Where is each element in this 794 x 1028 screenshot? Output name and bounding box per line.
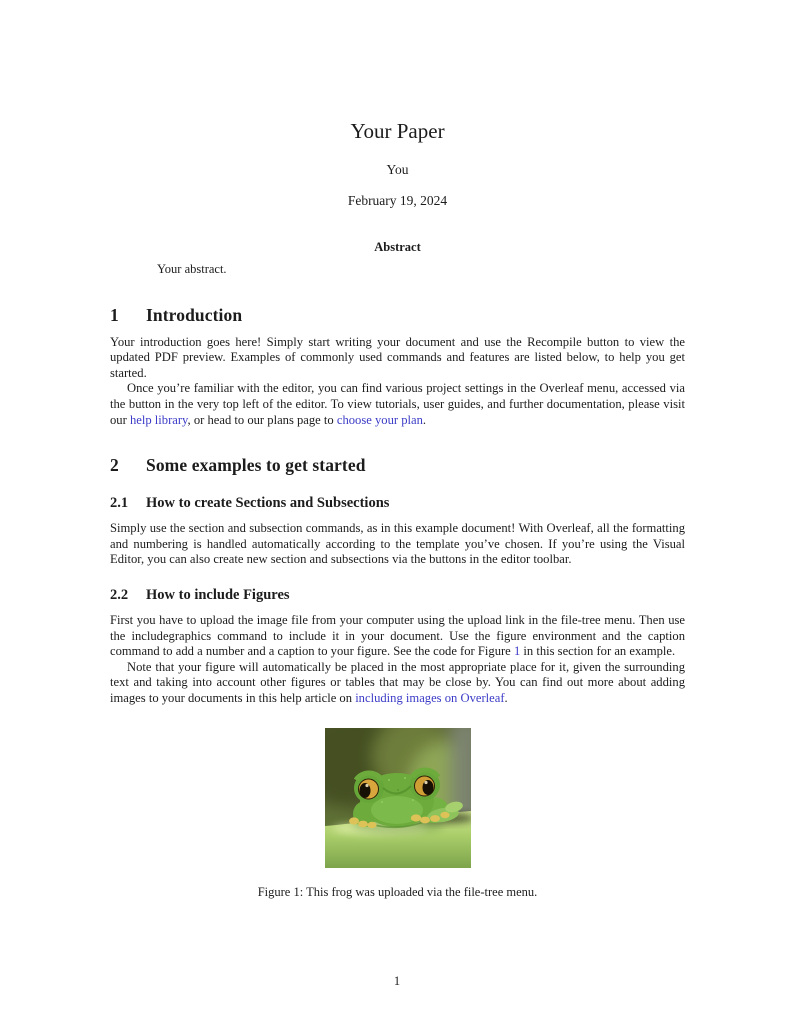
hyperlink[interactable]: help library bbox=[129, 412, 188, 427]
paragraph: Note that your figure will automatically be placed in the most appropriate place for it, given the surrounding text and taking into account other figures or tables that may be close by. You can find out more about adding images to your documents in this help article on including images on Overleaf. bbox=[110, 659, 685, 705]
section-heading: 2 Some examples to get started bbox=[110, 455, 366, 476]
page-content bbox=[110, 0, 685, 900]
subsection-heading: 2.1 How to create Sections and Subsections bbox=[110, 495, 390, 512]
figure-caption: Figure 1: This frog was uploaded via the file-tree menu. bbox=[257, 884, 538, 899]
paper-date: February 19, 2024 bbox=[347, 193, 448, 208]
abstract-body: Your abstract. bbox=[157, 262, 227, 276]
paragraph: Simply use the section and subsection commands, as in this example document! With Overleaf, all the formatting and numbering is handled automatically according to the template you’ve chosen. If you’re using the Visual Editor, you can also create new section and subsections via the buttons in the editor toolbar. bbox=[110, 521, 685, 567]
paper-title: Your Paper bbox=[350, 119, 445, 143]
hyperlink[interactable]: including images on Overleaf bbox=[355, 690, 505, 705]
frog-photo-image bbox=[325, 728, 471, 868]
abstract-heading: Abstract bbox=[374, 240, 421, 254]
figure-1 bbox=[325, 728, 471, 868]
subsection-heading: 2.2 How to include Figures bbox=[110, 586, 290, 603]
section-number: 1 bbox=[110, 304, 119, 325]
section-number: 2.1 bbox=[110, 495, 129, 512]
paragraph: First you have to upload the image file from your computer using the upload link in the file-tree menu. Then use the includegraphics command to include it in your document. Use the figure environment and the caption command to add a number and a caption to your figure. See the code for Figure 1 in this section for an example. bbox=[110, 612, 685, 659]
paragraph: Once you’re familiar with the editor, you can find various project settings in the Overleaf menu, accessed via the button in the very top left of the editor. To view tutorials, user guides, and further documentation, please visit our help library, or head to our plans page to choose your plan. bbox=[110, 381, 685, 427]
paragraph: Your introduction goes here! Simply start writing your document and use the Recompile button to view the updated PDF preview. Examples of commonly used commands and features are listed below, to help you get started. bbox=[110, 334, 685, 380]
section-number: 2.2 bbox=[110, 586, 129, 603]
section-heading: 1 Introduction bbox=[110, 304, 243, 325]
section-number: 2 bbox=[110, 455, 119, 476]
paper-author: You bbox=[386, 162, 409, 177]
hyperlink[interactable]: choose your plan bbox=[336, 412, 423, 427]
document-body bbox=[110, 305, 685, 707]
page-number: 1 bbox=[393, 974, 401, 988]
hyperlink[interactable]: 1 bbox=[513, 644, 521, 659]
